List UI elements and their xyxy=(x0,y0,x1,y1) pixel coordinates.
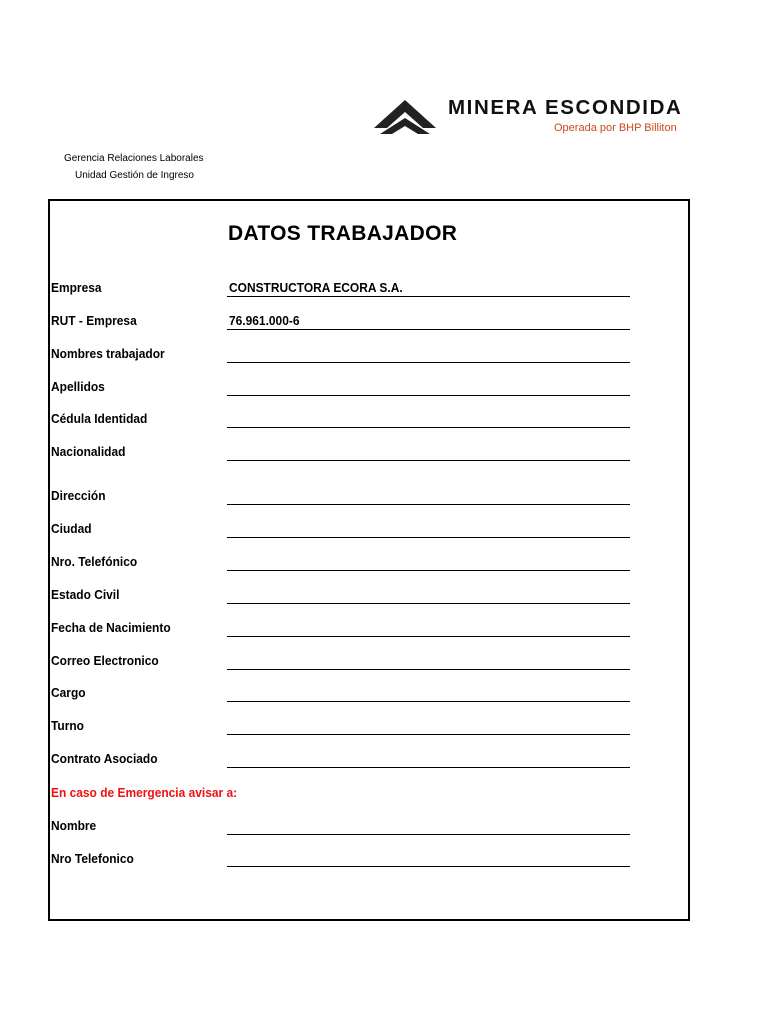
correo-field[interactable] xyxy=(227,669,630,670)
mountain-logo-icon xyxy=(374,98,436,134)
ciudad-label: Ciudad xyxy=(51,521,92,536)
empresa-value[interactable]: CONSTRUCTORA ECORA S.A. xyxy=(229,280,403,295)
correo-label: Correo Electronico xyxy=(51,653,159,668)
apellidos-field[interactable] xyxy=(227,395,630,396)
emergency-telefono-label: Nro Telefonico xyxy=(51,851,134,866)
fecha-nacimiento-label: Fecha de Nacimiento xyxy=(51,620,171,635)
nacionalidad-label: Nacionalidad xyxy=(51,444,126,459)
rut-empresa-label: RUT - Empresa xyxy=(51,313,137,328)
logo-subtitle: Operada por BHP Billiton xyxy=(554,122,677,134)
department-line-2: Unidad Gestión de Ingreso xyxy=(75,170,194,181)
direccion-field[interactable] xyxy=(227,504,630,505)
empresa-label: Empresa xyxy=(51,280,102,295)
nombres-label: Nombres trabajador xyxy=(51,346,165,361)
rut-empresa-field[interactable] xyxy=(227,329,630,330)
emergency-nombre-label: Nombre xyxy=(51,818,97,833)
emergency-heading: En caso de Emergencia avisar a: xyxy=(51,785,238,800)
estado-civil-label: Estado Civil xyxy=(51,587,120,602)
cargo-label: Cargo xyxy=(51,685,86,700)
telefono-label: Nro. Telefónico xyxy=(51,554,138,569)
emergency-nombre-field[interactable] xyxy=(227,834,630,835)
company-logo xyxy=(366,92,688,142)
contrato-field[interactable] xyxy=(227,767,630,768)
estado-civil-field[interactable] xyxy=(227,603,630,604)
nombres-field[interactable] xyxy=(227,362,630,363)
empresa-field[interactable] xyxy=(227,296,630,297)
apellidos-label: Apellidos xyxy=(51,379,105,394)
cedula-field[interactable] xyxy=(227,427,630,428)
nacionalidad-field[interactable] xyxy=(227,460,630,461)
cargo-field[interactable] xyxy=(227,701,630,702)
logo-title: MINERA ESCONDIDA xyxy=(448,96,683,119)
contrato-label: Contrato Asociado xyxy=(51,751,158,766)
fecha-nacimiento-field[interactable] xyxy=(227,636,630,637)
telefono-field[interactable] xyxy=(227,570,630,571)
turno-label: Turno xyxy=(51,718,84,733)
form-title: DATOS TRABAJADOR xyxy=(228,222,458,245)
department-line-1: Gerencia Relaciones Laborales xyxy=(64,153,204,164)
form-frame xyxy=(48,199,690,921)
turno-field[interactable] xyxy=(227,734,630,735)
direccion-label: Dirección xyxy=(51,488,106,503)
rut-empresa-value[interactable]: 76.961.000-6 xyxy=(229,313,300,328)
emergency-telefono-field[interactable] xyxy=(227,866,630,867)
cedula-label: Cédula Identidad xyxy=(51,411,148,426)
ciudad-field[interactable] xyxy=(227,537,630,538)
